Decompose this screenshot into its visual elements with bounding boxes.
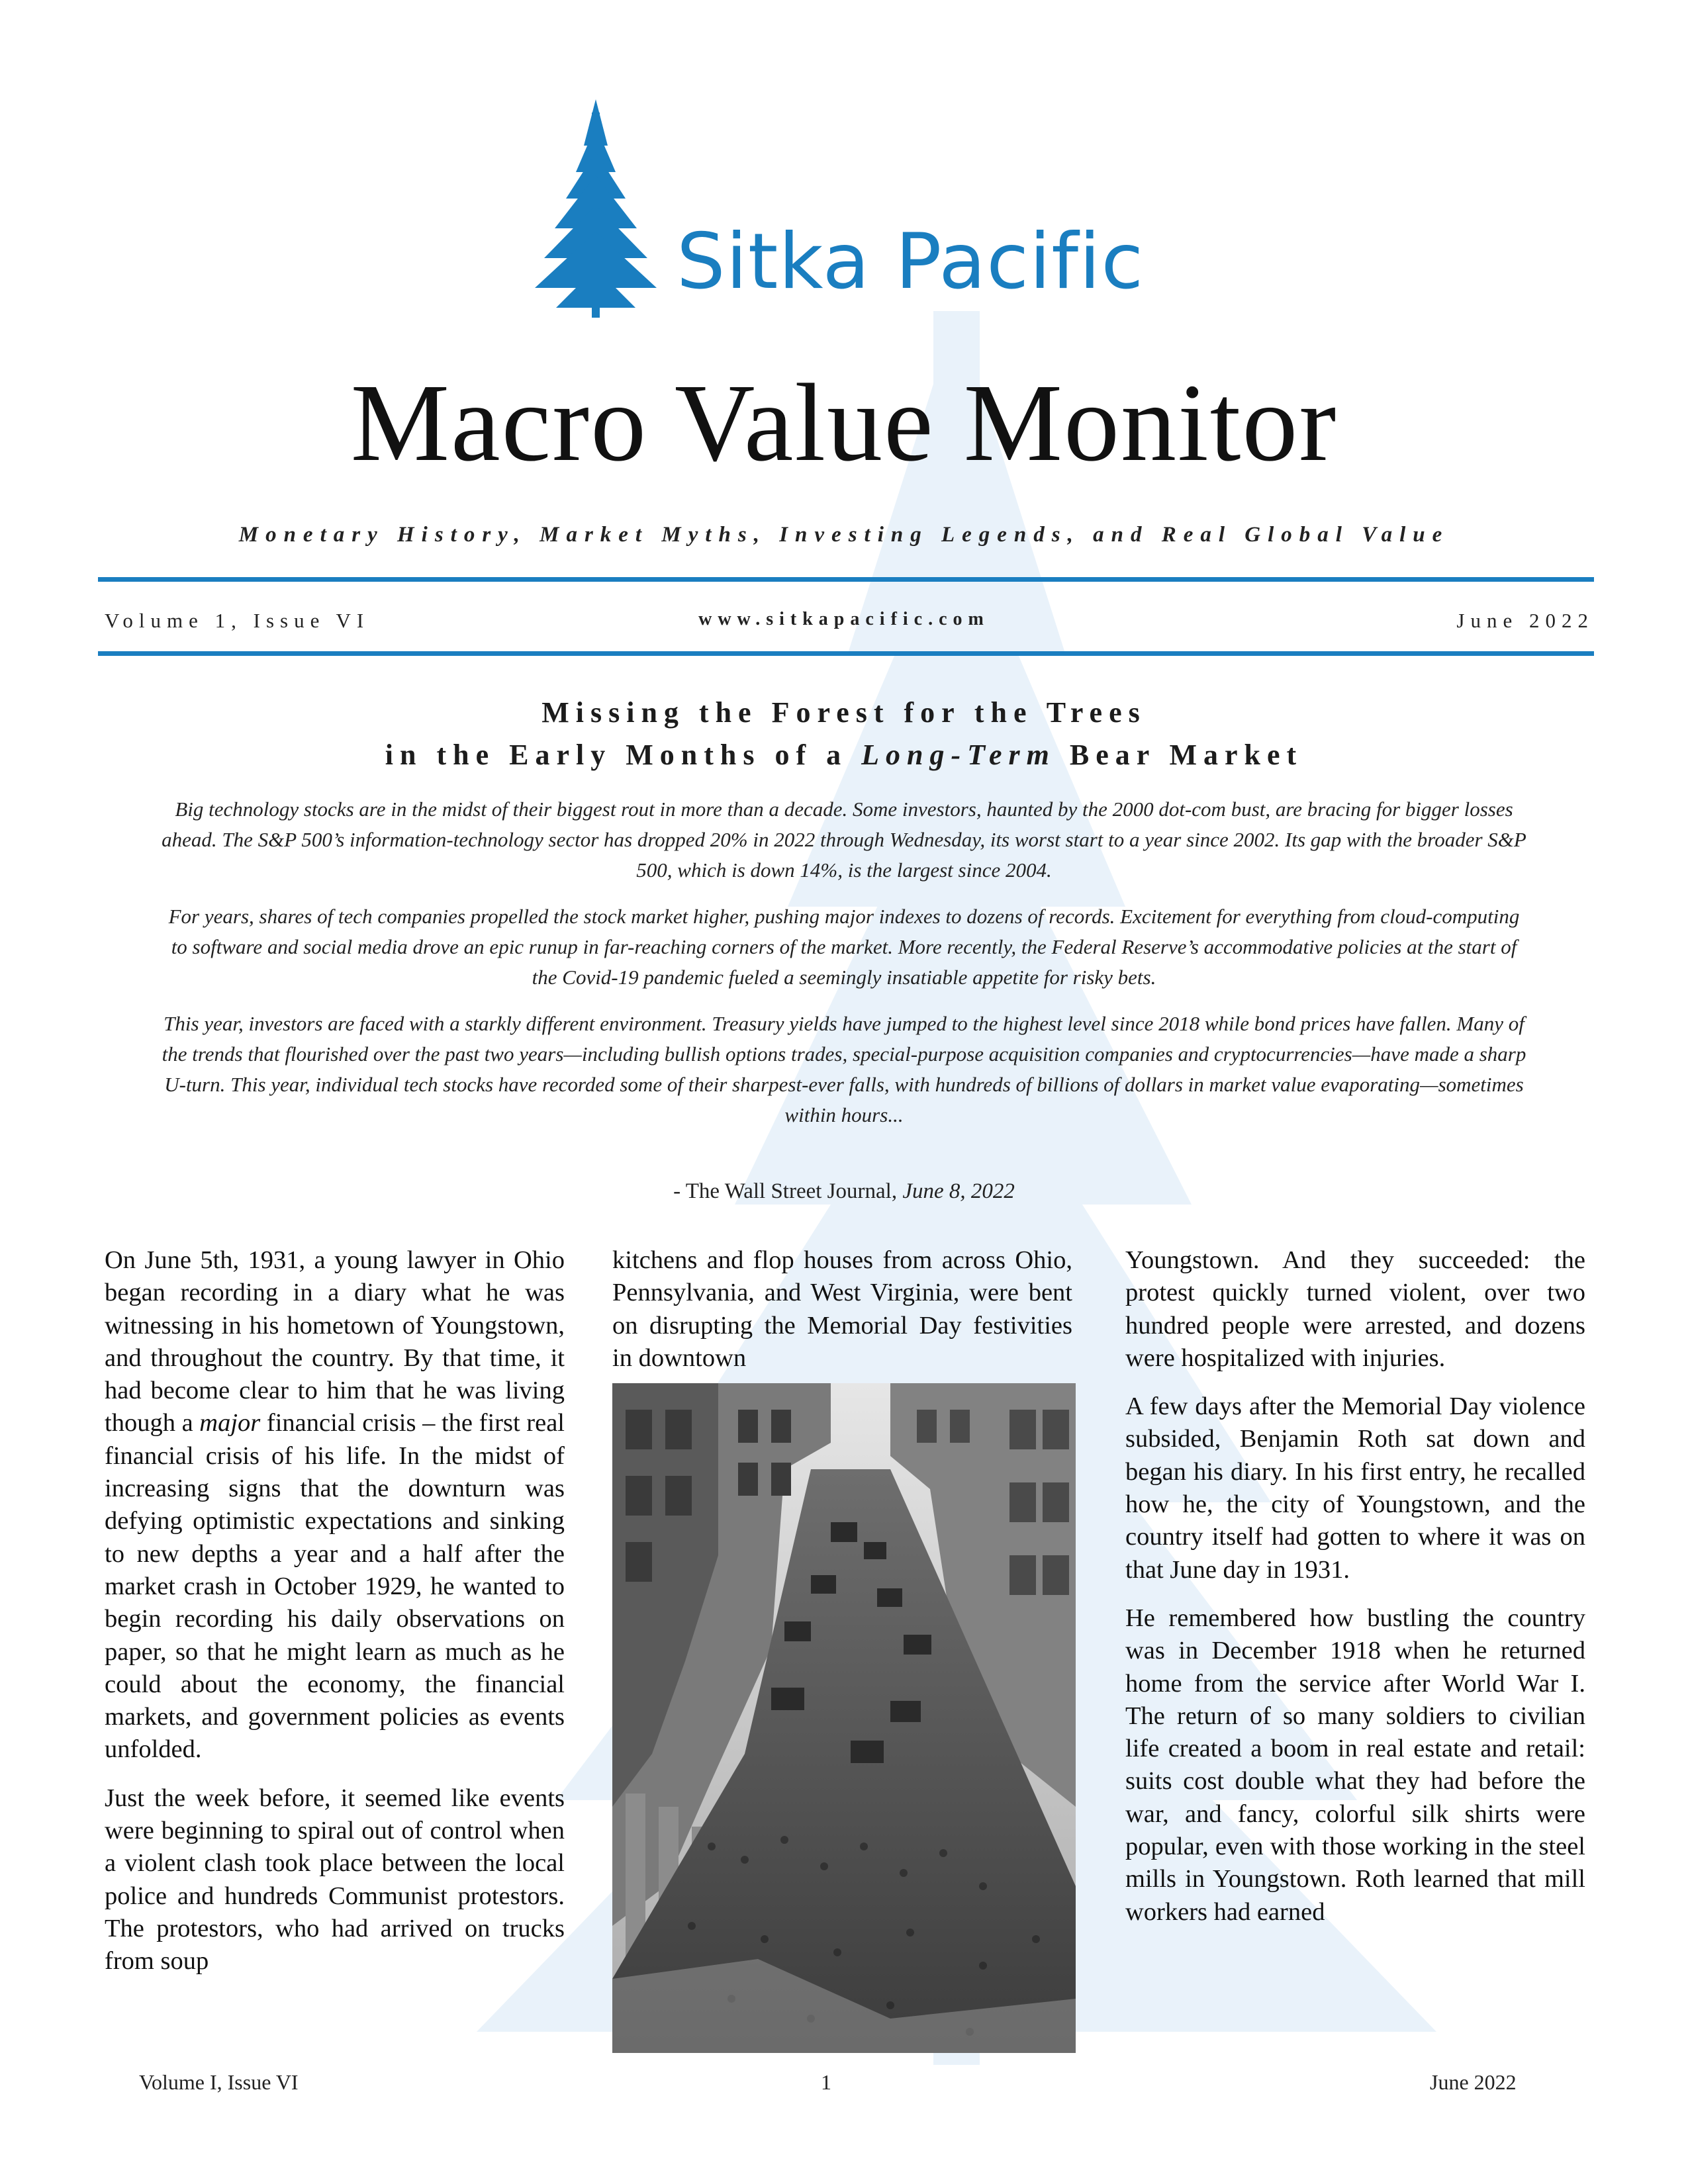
newsletter-subtitle: Monetary History, Market Myths, Investing Legends, and Real Global Value: [238, 523, 1450, 547]
article-column-3: [1125, 1244, 1585, 1944]
article-paragraph: Youngstown. And they succeeded: the protest quickly turned violent, over two hundred people were arrested, and dozens were hospitalized with injuries.: [1125, 1246, 1585, 1372]
footer-volume: Volume I, Issue VI: [139, 2070, 299, 2094]
article-column-1: [105, 1244, 565, 1994]
brand-name: Sitka Pacific: [677, 217, 1145, 306]
issue-volume: Volume 1, Issue VI: [105, 609, 370, 632]
headline-line-2: [0, 734, 1688, 776]
quote-paragraph: For years, shares of tech companies propelled the stock market higher, pushing major indexes to dozens of records. Excitement for everything from cloud-computing to software and social media drove an epic runup in far-reaching corners of the market. More recently, the Federal Reserve’s accommodative policies at the start of the Covid-19 pandemic fueled a seemingly insatiable appetite for risky bets.: [168, 905, 1520, 989]
headline-line-2-italic: Long-Term: [861, 739, 1056, 771]
epigraph-quote: [159, 794, 1529, 1146]
article-text: On June 5th, 1931, a young lawyer in Ohio began recording in a diary what he was witnessing in his hometown of Youngstown, and throughout the country. By that time, it had become clear to him that he was living though a: [105, 1246, 565, 1437]
divider-bottom: [98, 651, 1594, 656]
website-link[interactable]: www.sitkapacific.com: [698, 609, 990, 629]
article-emphasis: major: [199, 1409, 261, 1437]
quote-paragraph: This year, investors are faced with a starkly different environment. Treasury yields have jumped to the highest level since 2018 while bond prices have fallen. Many of the trends that flourished over the past two years—including bullish options trades, special-purpose acquisition companies and cryptocurrencies—have made a sharp U-turn. This year, individual tech stocks have recorded some of their sharpest-ever falls, with hundreds of billions of dollars in market value evaporating—sometimes within hours...: [162, 1012, 1526, 1126]
article-paragraph: A few days after the Memorial Day violence subsided, Benjamin Roth sat down and began his diary. In his first entry, he recalled how he, the city of Youngstown, and the country itself had gotten to where it was on that June day in 1931.: [1125, 1392, 1585, 1584]
headline-line-2-end: Bear Market: [1055, 739, 1303, 771]
headline-line-2-start: in the Early Months of a: [385, 739, 862, 771]
page-number: 1: [821, 2070, 831, 2094]
pine-tree-icon: [530, 99, 662, 318]
article-paragraph: He remembered how bustling the country was in December 1918 when he returned home from the service after World War I. The return of so many soldiers to civilian life created a boom in real estate and retail: suits cost double what they had before the war, and fancy, colorful silk shirts were popular, even with those working in the steel mills in Youngstown. Roth learned that mill workers had earned: [1125, 1604, 1585, 1926]
quote-source-date: June 8, 2022: [902, 1179, 1015, 1203]
newsletter-title: Macro Value Monitor: [350, 361, 1338, 484]
article-paragraph: kitchens and flop houses from across Ohio, Pennsylvania, and West Virginia, were bent on disrupting the Memorial Day festivities in downtown: [612, 1246, 1072, 1372]
quote-source: [0, 1179, 1688, 1204]
quote-source-prefix: - The Wall Street Journal,: [673, 1179, 903, 1203]
article-headline: [0, 692, 1688, 776]
article-text: financial crisis – the first real financial crisis of his life. In the midst of increasing signs that the downturn was defying optimistic expectations and sinking to new depths a year and a half after the market crash in October 1929, he wanted to begin recording his daily observations on paper, so that he might learn as much as he could about the economy, the financial markets, and government policies as events unfolded.: [105, 1409, 565, 1764]
article-paragraph: Just the week before, it seemed like events were beginning to spiral out of control when a violent clash took place between the local police and hundreds Communist protestors. The protestors, who had arrived on trucks from soup: [105, 1784, 565, 1976]
article-column-2: [612, 1244, 1072, 1390]
divider-top: [98, 577, 1594, 582]
historic-street-photo: [612, 1383, 1076, 2053]
issue-date: June 2022: [1456, 609, 1594, 632]
article-paragraph: [105, 1244, 565, 1766]
footer-date: June 2022: [1430, 2070, 1517, 2094]
brand-logo: [530, 99, 1145, 318]
headline-line-1: Missing the Forest for the Trees: [541, 696, 1147, 729]
quote-paragraph: Big technology stocks are in the midst of their biggest rout in more than a decade. Some investors, haunted by the 2000 dot-com bust, are bracing for bigger losses ahead. The S&P 500’s information-technology sector has dropped 20% in 2022 through Wednesday, its worst start to a year since 2002. Its gap with the broader S&P 500, which is down 14%, is the largest since 2004.: [162, 797, 1526, 882]
